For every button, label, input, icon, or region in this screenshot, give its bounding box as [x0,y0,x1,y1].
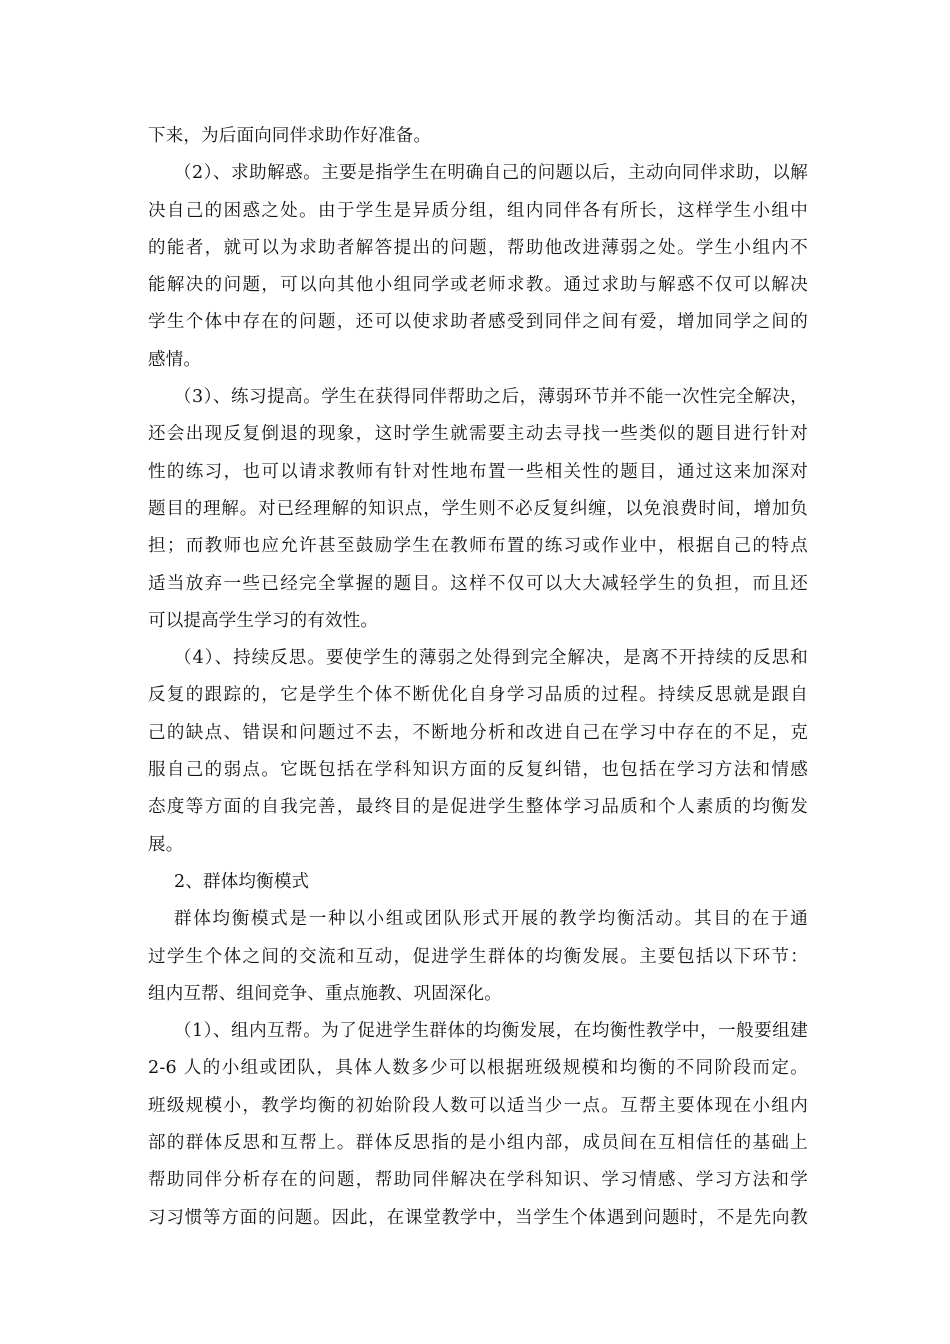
text-line: 组内互帮、组间竞争、重点施教、巩固深化。 [148,983,502,1004]
text-line: 群体均衡模式是一种以小组或团队形式开展的教学均衡活动。其目的在于通 [174,909,808,930]
text-line: 的能者，就可以为求助者解答提出的问题，帮助他改进薄弱之处。学生小组内不 [148,237,808,258]
text-line: （1）、组内互帮。为了促进学生群体的均衡发展，在均衡性教学中，一般要组建 [174,1021,808,1042]
text-line: 还会出现反复倒退的现象，这时学生就需要主动去寻找一些类似的题目进行针对 [148,424,808,445]
text-line: 2-6 人的小组或团队，具体人数多少可以根据班级规模和均衡的不同阶段而定。 [148,1058,808,1079]
text-line: 性的练习，也可以请求教师有针对性地布置一些相关性的题目，通过这来加深对 [148,461,808,482]
text-line: 下来，为后面向同伴求助作好准备。 [148,126,432,146]
text-line: 能解决的问题，可以向其他小组同学或老师求教。通过求助与解惑不仅可以解决 [148,275,808,296]
text-line: 题目的理解。对已经理解的知识点，学生则不必反复纠缠，以免浪费时间，增加负 [148,498,808,519]
text-line: 2、群体均衡模式 [174,871,310,892]
text-line: （4）、持续反思。要使学生的薄弱之处得到完全解决，是离不开持续的反思和 [174,648,808,669]
text-line: 态度等方面的自我完善，最终目的是促进学生整体学习品质和个人素质的均衡发 [148,797,808,818]
text-line: 适当放弃一些已经完全掌握的题目。这样不仅可以大大减轻学生的负担，而且还 [148,573,808,594]
text-line: 决自己的困惑之处。由于学生是异质分组，组内同伴各有所长，这样学生小组中 [148,200,808,221]
text-line: 感情。 [148,349,202,370]
text-line: 习习惯等方面的问题。因此，在课堂教学中，当学生个体遇到问题时，不是先向教 [148,1207,808,1228]
text-line: 反复的跟踪的，它是学生个体不断优化自身学习品质的过程。持续反思就是跟自 [148,685,808,706]
text-line: 己的缺点、错误和问题过不去，不断地分析和改进自己在学习中存在的不足，克 [148,722,808,743]
document-body [148,118,808,1237]
text-line: 服自己的弱点。它既包括在学科知识方面的反复纠错，也包括在学习方法和情感 [148,760,808,781]
text-line: 学生个体中存在的问题，还可以使求助者感受到同伴之间有爱，增加同学之间的 [148,312,808,333]
text-line: （3）、练习提高。学生在获得同伴帮助之后，薄弱环节并不能一次性完全解决， [174,387,808,408]
text-line: 过学生个体之间的交流和互动，促进学生群体的均衡发展。主要包括以下环节： [148,946,808,967]
text-line: 展。 [148,834,184,855]
text-line: 帮助同伴分析存在的问题，帮助同伴解决在学科知识、学习情感、学习方法和学 [148,1170,808,1191]
text-line: 部的群体反思和互帮上。群体反思指的是小组内部，成员间在互相信任的基础上 [148,1133,808,1154]
text-line: 班级规模小，教学均衡的初始阶段人数可以适当少一点。互帮主要体现在小组内 [148,1095,808,1116]
text-line: 可以提高学生学习的有效性。 [148,610,379,631]
text-line: （2）、求助解惑。主要是指学生在明确自己的问题以后，主动向同伴求助，以解 [174,163,808,184]
text-line: 担；而教师也应允许甚至鼓励学生在教师布置的练习或作业中，根据自己的特点 [148,536,808,557]
